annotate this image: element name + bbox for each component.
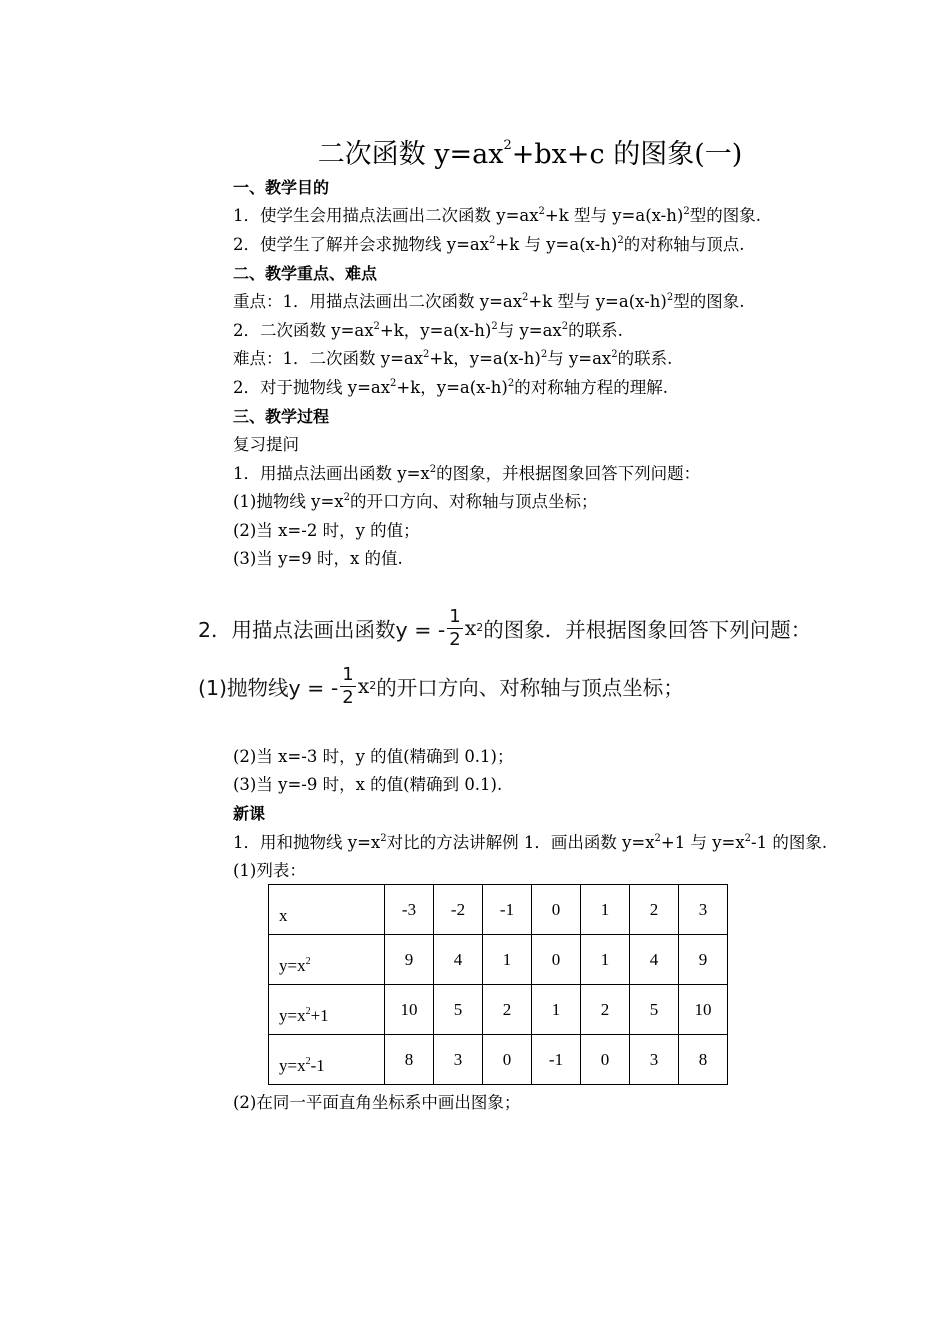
table-cell: 3 xyxy=(679,885,728,935)
section-heading-new-lesson: 新课 xyxy=(233,804,266,823)
table-cell: -2 xyxy=(434,885,483,935)
table-cell: 5 xyxy=(434,985,483,1035)
row-label: $y=x^2-1$ xyxy=(269,1035,385,1085)
table-cell: 1 xyxy=(532,985,581,1035)
fraction-one-half: $\frac{1}{2}$ xyxy=(342,663,354,708)
row-label: $y=x^2$ xyxy=(269,935,385,985)
objective-item-1: 1．使学生会用描点法画出二次函数 $y=ax^2+k$ 型与 $y=a(x-h)^2$型的图象. xyxy=(233,206,761,225)
table-cell: 2 xyxy=(630,885,679,935)
step-1-list-table: (1)列表： xyxy=(233,861,306,880)
table-cell: 4 xyxy=(630,935,679,985)
keypoint-1: 重点：1．用描点法画出二次函数 $y=ax^2+k$ 型与 $y=a(x-h)^2$型的图象. xyxy=(233,292,745,311)
keypoint-2: 2．二次函数 $y=ax^2+k$，$y=a(x-h)^2$与 $y=ax^2$的联系. xyxy=(233,321,623,340)
objective-item-2: 2．使学生了解并会求抛物线 $y=ax^2+k$ 与 $y=a(x-h)^2$的对称轴与顶点. xyxy=(233,235,745,254)
table-cell: 8 xyxy=(679,1035,728,1085)
table-cell: 1 xyxy=(581,885,630,935)
table-cell: 3 xyxy=(630,1035,679,1085)
table-cell: 1 xyxy=(483,935,532,985)
table-cell: 2 xyxy=(581,985,630,1035)
question-2-image-line-1: 2．用描点法画出函数y = - $\frac{1}{2}$ x 2 的图象．并根据图象回答下列问题： xyxy=(198,605,812,650)
question-2-part-2: (2)当 x=-3 时，y 的值(精确到 0.1)； xyxy=(233,747,514,766)
row-label: $y=x^2+1$ xyxy=(269,985,385,1035)
question-2-image-line-2: (1)抛物线y = - $\frac{1}{2}$ x 2 的开口方向、对称轴与顶点坐标； xyxy=(198,663,684,708)
table-cell: -1 xyxy=(483,885,532,935)
review-label: 复习提问 xyxy=(233,435,299,454)
table-row xyxy=(269,935,728,985)
table-cell: 9 xyxy=(679,935,728,985)
question-2-part-3: (3)当 y=-9 时，x 的值(精确到 0.1). xyxy=(233,775,503,794)
table-row xyxy=(269,1035,728,1085)
page-title: 二次函数 $y=ax^2+bx+c$ 的图象(一) xyxy=(317,138,743,170)
table-row xyxy=(269,885,728,935)
fraction-one-half: $\frac{1}{2}$ xyxy=(449,605,461,650)
table-cell: 0 xyxy=(483,1035,532,1085)
table-cell: 4 xyxy=(434,935,483,985)
difficulty-2: 2．对于抛物线 $y=ax^2+k$，$y=a(x-h)^2$的对称轴方程的理解. xyxy=(233,378,668,397)
table-cell: 3 xyxy=(434,1035,483,1085)
table-cell: 9 xyxy=(385,935,434,985)
table-cell: 0 xyxy=(532,885,581,935)
step-2-draw-graph: (2)在同一平面直角坐标系中画出图象； xyxy=(233,1093,521,1112)
row-label: x xyxy=(269,885,385,935)
review-question-1-part-1: (1)抛物线 $y=x^2$的开口方向、对称轴与顶点坐标； xyxy=(233,492,598,511)
table-cell: 0 xyxy=(532,935,581,985)
section-heading-objectives: 一、教学目的 xyxy=(233,178,330,197)
review-question-1: 1．用描点法画出函数 $y=x^2$的图象，并根据图象回答下列问题： xyxy=(233,464,701,483)
table-cell: 5 xyxy=(630,985,679,1035)
table-row xyxy=(269,985,728,1035)
values-table xyxy=(268,884,728,1085)
table-cell: 10 xyxy=(679,985,728,1035)
example-1-text: 1．用和抛物线 $y=x^2$对比的方法讲解例 1．画出函数 $y=x^2+1$ 与 $y=x^2-1$ 的图象. xyxy=(233,833,828,852)
table-cell: 10 xyxy=(385,985,434,1035)
table-cell: 1 xyxy=(581,935,630,985)
table-cell: -1 xyxy=(532,1035,581,1085)
review-question-1-part-2: (2)当 x=-2 时，y 的值； xyxy=(233,521,420,540)
table-cell: -3 xyxy=(385,885,434,935)
difficulty-1: 难点：1．二次函数 $y=ax^2+k$，$y=a(x-h)^2$与 $y=ax^2$的联系. xyxy=(233,349,673,368)
table-cell: 0 xyxy=(581,1035,630,1085)
table-cell: 2 xyxy=(483,985,532,1035)
section-heading-process: 三、教学过程 xyxy=(233,407,330,426)
table-cell: 8 xyxy=(385,1035,434,1085)
section-heading-keypoints: 二、教学重点、难点 xyxy=(233,264,378,283)
review-question-1-part-3: (3)当 y=9 时，x 的值. xyxy=(233,549,403,568)
